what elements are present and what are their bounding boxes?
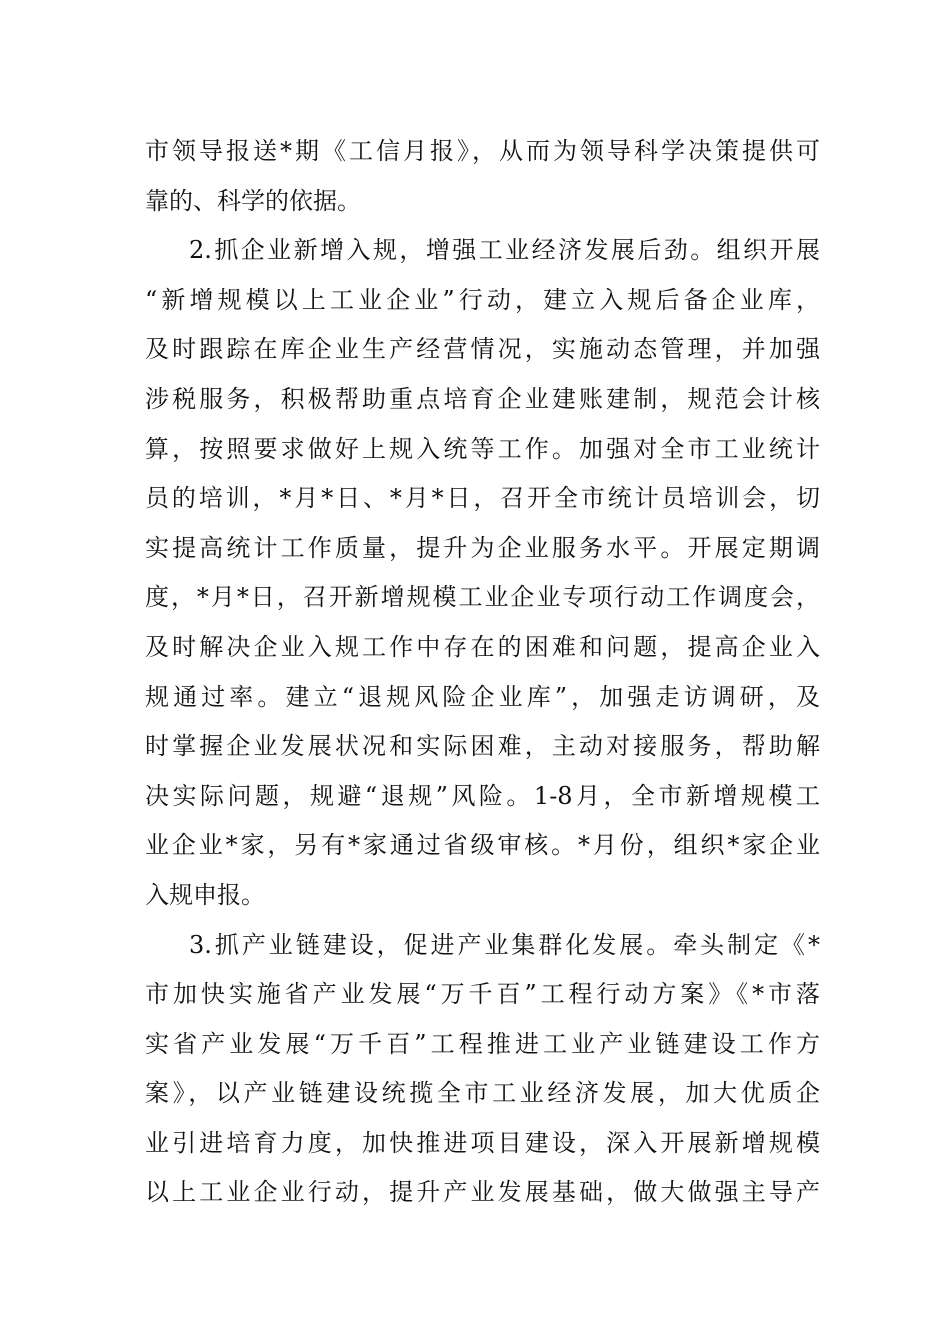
text-line: 以上工业企业行动，提升产业发展基础，做大做强主导产 — [145, 1178, 820, 1207]
text-line: 入规申报。 — [145, 880, 265, 909]
text-line: 涉税服务，积极帮助重点培育企业建账建制，规范会计核 — [145, 384, 820, 413]
text-line: 员的培训，*月*日、*月*日，召开全市统计员培训会，切 — [145, 484, 820, 513]
text-line: 决实际问题，规避“退规”风险。1-8月，全市新增规模工 — [145, 781, 820, 810]
paragraph-first-line: 2.抓企业新增入规，增强工业经济发展后劲。组织开展 — [189, 236, 820, 265]
text-line: 度，*月*日，召开新增规模工业企业专项行动工作调度会， — [145, 583, 820, 612]
text-line: “新增规模以上工业企业”行动，建立入规后备企业库， — [145, 285, 820, 314]
text-line: 市加快实施省产业发展“万千百”工程行动方案》《*市落 — [145, 980, 820, 1009]
text-line: 案》，以产业链建设统揽全市工业经济发展，加大优质企 — [145, 1079, 820, 1108]
text-line: 时掌握企业发展状况和实际困难，主动对接服务，帮助解 — [145, 732, 820, 761]
text-line: 及时解决企业入规工作中存在的困难和问题，提高企业入 — [145, 632, 820, 661]
text-line: 算，按照要求做好上规入统等工作。加强对全市工业统计 — [145, 434, 820, 463]
text-line: 及时跟踪在库企业生产经营情况，实施动态管理，并加强 — [145, 335, 820, 364]
text-line: 靠的、科学的依据。 — [145, 186, 361, 215]
text-line: 规通过率。建立“退规风险企业库”，加强走访调研，及 — [145, 682, 820, 711]
body-text — [145, 127, 820, 1218]
text-line: 实提高统计工作质量，提升为企业服务水平。开展定期调 — [145, 533, 820, 562]
text-line: 业企业*家，另有*家通过省级审核。*月份，组织*家企业 — [145, 831, 820, 860]
text-line: 市领导报送*期《工信月报》，从而为领导科学决策提供可 — [145, 137, 820, 165]
paragraph-first-line: 3.抓产业链建设，促进产业集群化发展。牵头制定《* — [189, 930, 820, 959]
text-line: 实省产业发展“万千百”工程推进工业产业链建设工作方 — [145, 1029, 820, 1058]
text-line: 业引进培育力度，加快推进项目建设，深入开展新增规模 — [145, 1128, 820, 1157]
